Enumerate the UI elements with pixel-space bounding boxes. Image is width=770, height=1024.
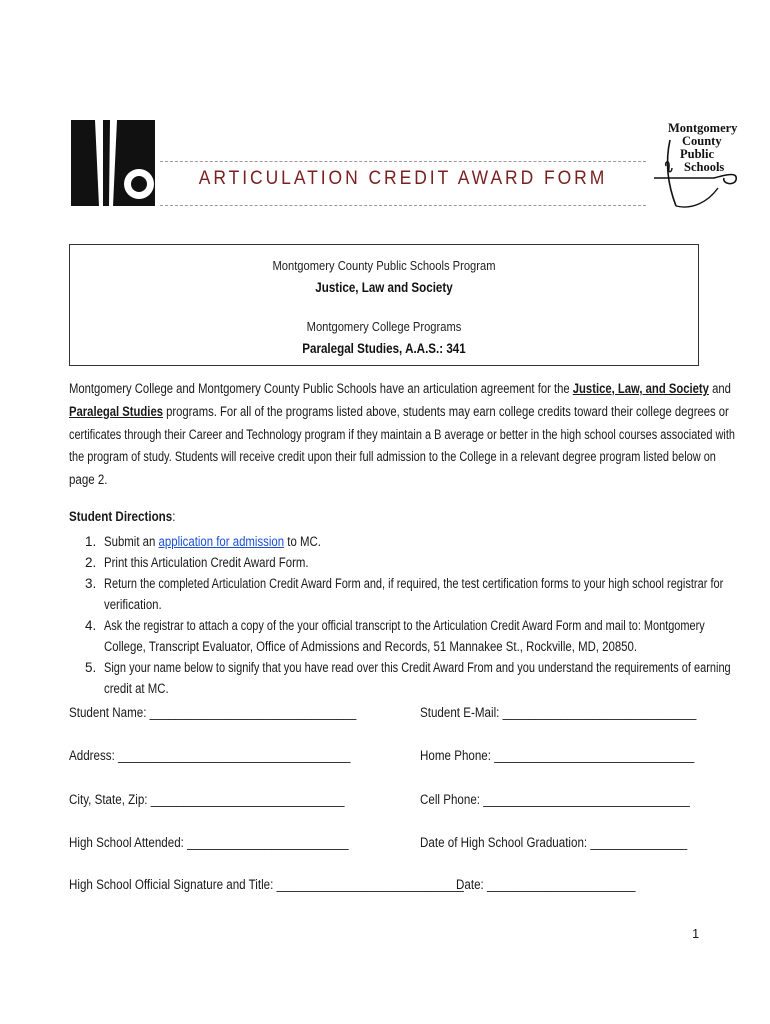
student-name-field[interactable]: Student Name: ________________________________ xyxy=(69,705,357,720)
intro-paragraph: Montgomery College and Montgomery County Public Schools have an articulation agreement for the Justice, Law, and Society and Paralegal Studies programs. For all of the programs listed above, students may earn college credits toward their college degrees or certificates through their Career and Technology program if they maintain a B average or better in the high school courses associated with the program of study. Students will receive credit upon their full admission to the College in a relevant degree program listed below on page 2. xyxy=(69,381,735,488)
graduation-date-field[interactable]: Date of High School Graduation: _______________ xyxy=(420,835,688,850)
mcps-program-label: Montgomery County Public Schools Program xyxy=(272,258,496,273)
list-item: 2. Print this Articulation Credit Award Form. xyxy=(85,555,309,570)
application-link[interactable]: application for admission xyxy=(158,534,285,549)
directions-heading: Student Directions: xyxy=(69,509,176,524)
paralegal-program-reference: Paralegal Studies xyxy=(69,403,163,419)
jls-program-reference: Justice, Law, and Society xyxy=(572,381,709,396)
mcps-logo-line: Schools xyxy=(684,160,725,174)
mc-program-name: Paralegal Studies, A.A.S.: 341 xyxy=(302,341,466,356)
city-state-zip-field[interactable]: City, State, Zip: ______________________________ xyxy=(69,792,345,807)
official-signature-field[interactable]: High School Official Signature and Title: _____________________________ xyxy=(69,877,464,892)
list-item: 1. Submit an application for admission to MC. xyxy=(85,534,321,549)
header-rule-top xyxy=(160,161,646,162)
page-number: 1 xyxy=(692,926,700,941)
student-email-field[interactable]: Student E-Mail: ______________________________ xyxy=(420,705,697,720)
program-box xyxy=(69,244,699,366)
header-rule-bottom xyxy=(160,205,646,206)
cell-phone-field[interactable]: Cell Phone: ________________________________ xyxy=(420,792,690,807)
list-item: 4. Ask the registrar to attach a copy of the your official transcript to the Articulation Credit Award Form and mail to: Montgomery College, Transcript Evaluator, Office of Admissions and Records, 51 Mannakee St., Rockville, MD, 20850. xyxy=(85,618,705,654)
mcps-logo-line: Montgomery xyxy=(668,121,738,135)
mcps-program-name: Justice, Law and Society xyxy=(315,280,453,295)
list-item: 5. Sign your name below to signify that you have read over this Credit Award From and you understand the requirements of earning credit at MC. xyxy=(85,660,731,696)
mcps-logo xyxy=(652,118,744,212)
mc-program-label: Montgomery College Programs xyxy=(306,319,462,334)
list-item: 3. Return the completed Articulation Credit Award Form and, if required, the test certification forms to your high school registrar for verification. xyxy=(85,576,724,612)
high-school-field[interactable]: High School Attended: _________________________ xyxy=(69,835,349,850)
form-title: ARTICULATION CREDIT AWARD FORM xyxy=(198,168,608,189)
signature-date-field[interactable]: Date: _______________________ xyxy=(456,877,636,892)
home-phone-field[interactable]: Home Phone: _______________________________ xyxy=(420,748,695,763)
directions-list xyxy=(69,531,770,699)
address-field[interactable]: Address: ____________________________________ xyxy=(69,748,351,763)
mcps-logo-line: County xyxy=(682,134,722,148)
mcps-logo-line: Public xyxy=(680,147,715,161)
montgomery-college-logo xyxy=(71,120,155,206)
